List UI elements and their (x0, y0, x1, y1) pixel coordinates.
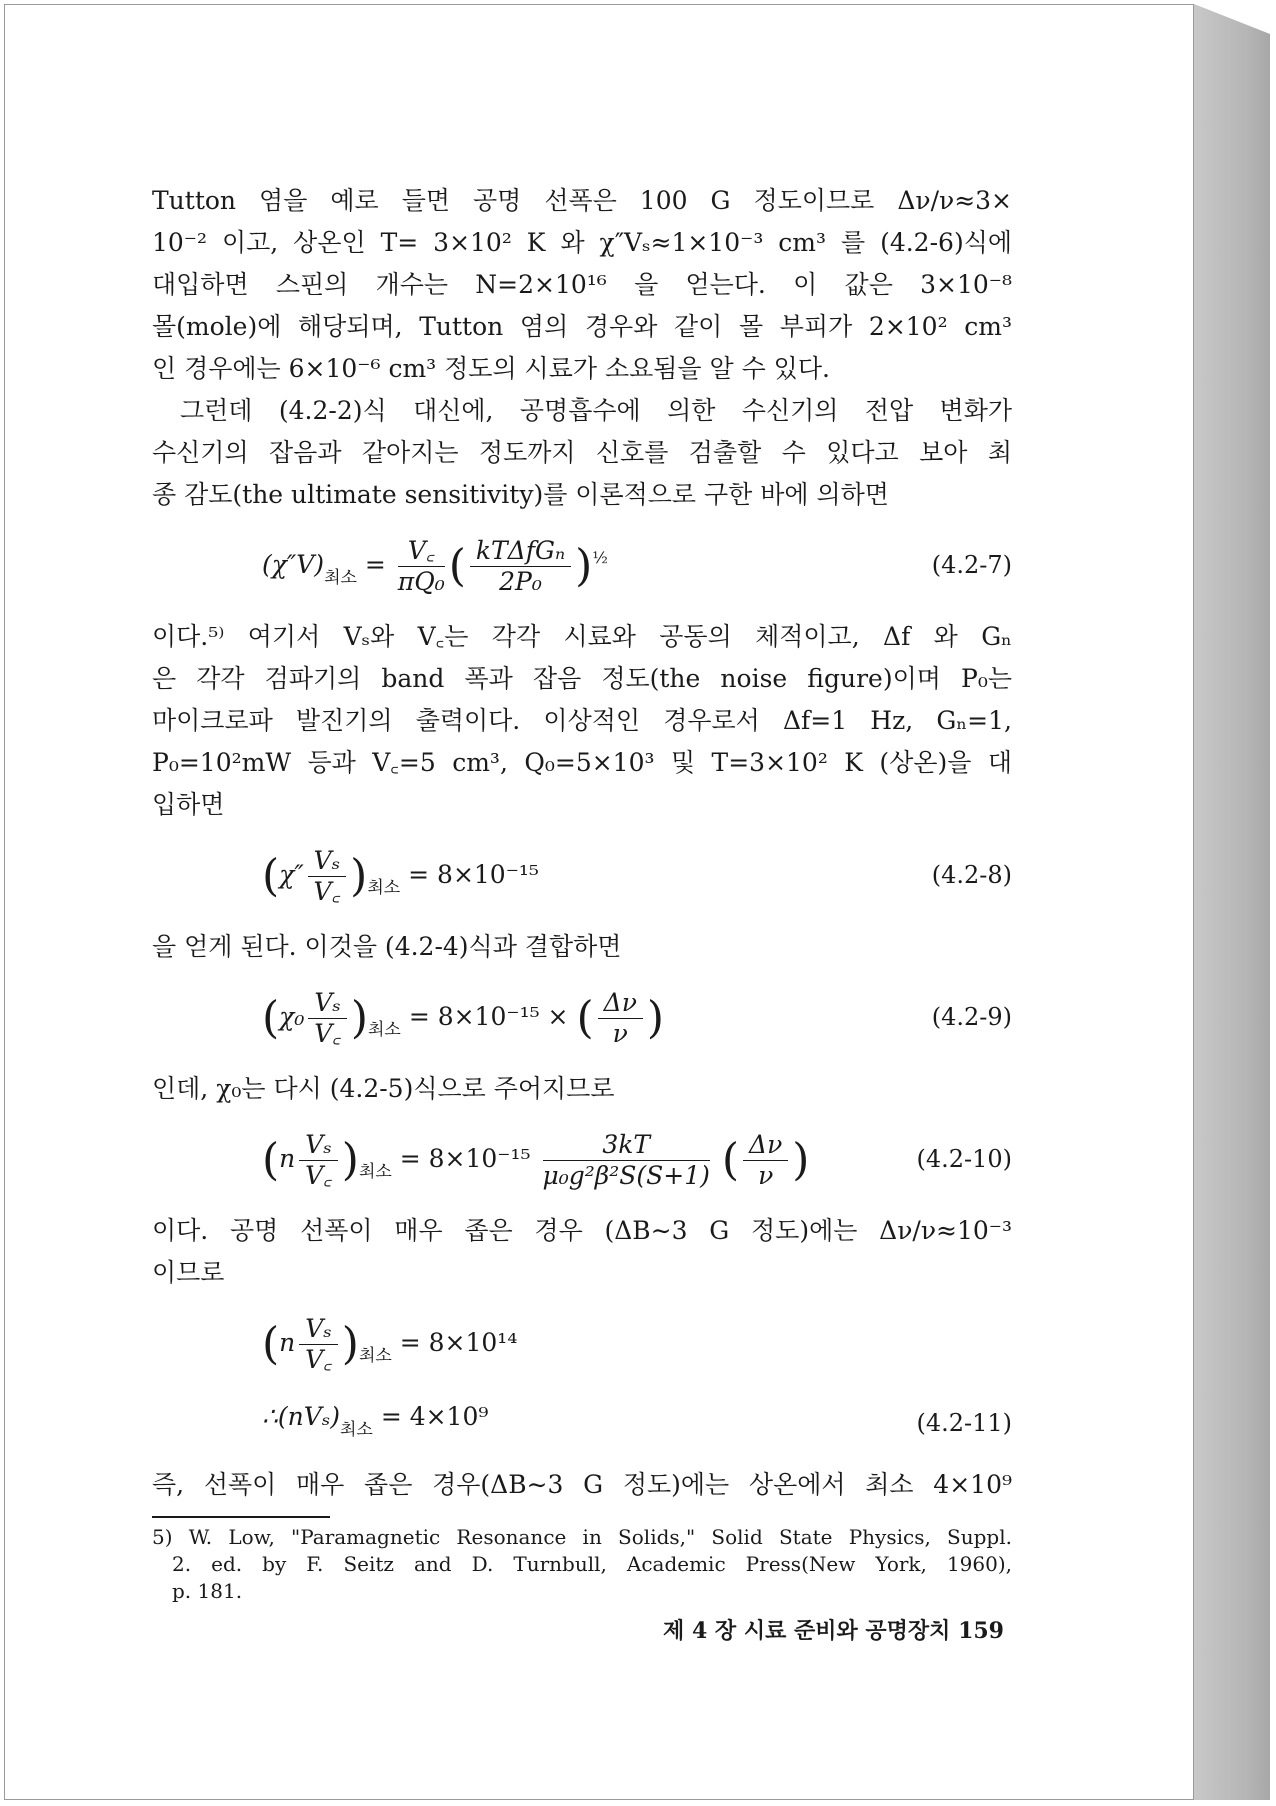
text-line: P₀=10²mW 등과 V꜀=5 cm³, Q₀=5×10³ 및 T=3×10² K (상온)을 대 (152, 748, 1012, 777)
footnote-line: 2. ed. by F. Seitz and D. Turnbull, Academic Press(New York, 1960), (172, 1552, 1012, 1576)
footnote (152, 1524, 1012, 1605)
text-line: 이므로 (152, 1258, 225, 1287)
footnote-line: 5) W. Low, "Paramagnetic Resonance in Solids," Solid State Physics, Suppl. (152, 1525, 1012, 1549)
equation-number: (4.2-9) (931, 1003, 1012, 1031)
page-edge (1194, 4, 1270, 1800)
text-line: Tutton 염을 예로 들면 공명 선폭은 100 G 정도이므로 Δν/ν≈3× (152, 186, 1012, 215)
paragraph-4 (152, 1210, 1012, 1294)
eq7-fraction-2: $\frac{\text{kTΔfGₙ}}{\text{2P₀}}$ (470, 536, 571, 597)
equation-4-2-11a: (n $\frac{\text{Vₛ}}{V꜀}$ )$_{최소} = 8\times 10^{14}$ (262, 1314, 518, 1374)
text-line: 이다. 공명 선폭이 매우 좁은 경우 (ΔB∼3 G 정도)에는 Δν/ν≈10⁻³ (152, 1216, 1012, 1245)
page-content (152, 180, 1012, 1605)
text-line: 을 얻게 된다. 이것을 (4.2-4)식과 결합하면 (152, 932, 622, 961)
eq8-rhs: = 8×10⁻¹⁵ (408, 860, 539, 889)
eq7-subscript: 최소 (324, 568, 357, 588)
equation-4-2-9: (χ₀ $\frac{\text{Vₛ}}{V꜀}$ )$_{최소} = 8\times 10^{-15}$ × ( $\frac{\Delta\nu}{\nu}$ ) (4.2-9) (262, 988, 1012, 1048)
eq9-fraction: $\frac{\text{Vₛ}}{V꜀}$ (308, 988, 346, 1049)
eq7-power: ½ (592, 548, 608, 567)
equation-4-2-10: (n $\frac{\text{Vₛ}}{V꜀}$ )$_{최소} = 8\times 10^{-15}$ $\frac{3kT}{\text{μ₀g²β²S(S+1)}}$ ( $\frac{\Delta\nu}{\nu}$ ) (4.2-10) (262, 1130, 1012, 1190)
eq7-lhs: (χ″V) (262, 550, 325, 579)
eq11b-lhs: ∴(nVₛ) (262, 1402, 340, 1431)
equation-4-2-11: $\therefore(nV_s)_{최소} = 4\times 10^9$ (4.2-11) (152, 1394, 1012, 1450)
text-line: 종 감도(the ultimate sensitivity)를 이론적으로 구한 바에 의하면 (152, 480, 889, 509)
eq10-fraction-3: $\frac{\Delta\nu}{\nu}$ (743, 1130, 788, 1191)
equation-4-2-8: (χ″ $\frac{\text{Vₛ}}{V꜀}$ )$_{최소} = 8\times 10^{-15}$ (4.2-8) (262, 846, 1012, 906)
paragraph-3 (152, 616, 1012, 826)
text-line: 은 각각 검파기의 band 폭과 잡음 정도(the noise figure)이며 P₀는 (152, 664, 1012, 693)
eq10-fraction-2: $\frac{3kT}{\text{μ₀g²β²S(S+1)}}$ (542, 1130, 710, 1190)
text-line: 몰(mole)에 해당되며, Tutton 염의 경우와 같이 몰 부피가 2×10² cm³ (152, 312, 1012, 341)
text-line: 수신기의 잡음과 같아지는 정도까지 신호를 검출할 수 있다고 보아 최 (152, 438, 1012, 467)
text-line: 마이크로파 발진기의 출력이다. 이상적인 경우로서 Δf=1 Hz, Gₙ=1, (152, 706, 1012, 735)
eq8-fraction: $\frac{\text{Vₛ}}{V꜀}$ (308, 846, 346, 907)
text-line: 이다.⁵⁾ 여기서 Vₛ와 V꜀는 각각 시료와 공동의 체적이고, Δf 와 Gₙ (152, 622, 1012, 651)
eq9-rhs: = 8×10⁻¹⁵ × (408, 1002, 569, 1031)
text-line: 10⁻² 이고, 상온인 T= 3×10² K 와 χ″Vₛ≈1×10⁻³ cm³ 를 (4.2-6)식에 (152, 228, 1012, 257)
eq11a-fraction: $\frac{\text{Vₛ}}{V꜀}$ (299, 1314, 337, 1375)
text-line: 즉, 선폭이 매우 좁은 경우(ΔB∼3 G 정도)에는 상온에서 최소 4×10⁹ (152, 1470, 1012, 1499)
text-line: 입하면 (152, 790, 225, 819)
eq9-fraction-2: $\frac{\Delta\nu}{\nu}$ (598, 988, 643, 1049)
eq11b-rhs: = 4×10⁹ (380, 1402, 489, 1431)
eq10-fraction: $\frac{\text{Vₛ}}{V꜀}$ (299, 1130, 337, 1191)
footnote-rule (152, 1516, 330, 1518)
equation-number: (4.2-10) (916, 1145, 1012, 1173)
equation-number: (4.2-11) (916, 1409, 1012, 1437)
text-line: 인 경우에는 6×10⁻⁶ cm³ 정도의 시료가 소요됨을 알 수 있다. (152, 354, 830, 383)
text-line: 인데, χ₀는 다시 (4.2-5)식으로 주어지므로 (152, 1074, 615, 1103)
eq10-rhs: = 8×10⁻¹⁵ (399, 1144, 531, 1173)
page-footer: 제 4 장 시료 준비와 공명장치 159 (663, 1618, 1004, 1644)
paragraph-1 (152, 180, 1012, 390)
eq11a-rhs: = 8×10¹⁴ (399, 1328, 518, 1357)
text-line: 그런데 (4.2-2)식 대신에, 공명흡수에 의한 수신기의 전압 변화가 (180, 396, 1012, 425)
equation-number: (4.2-8) (931, 861, 1012, 889)
equation-number: (4.2-7) (931, 551, 1012, 579)
eq7-equals: = (364, 550, 386, 579)
equation-4-2-7: $(\chi''V)_{최소}$ = $\frac{V꜀}{\text{πQ₀}}$ ( $\frac{\text{kTΔfGₙ}}{\text{2P₀}}$ )$^{\frac{1}{2}}$ (4.2-7) (262, 536, 1012, 596)
paragraph-2 (152, 390, 1012, 516)
text-line: 대입하면 스핀의 개수는 N=2×10¹⁶ 을 얻는다. 이 값은 3×10⁻⁸ (152, 270, 1012, 299)
eq7-fraction-1: $\frac{V꜀}{\text{πQ₀}}$ (397, 536, 445, 596)
footnote-line: p. 181. (172, 1579, 243, 1603)
